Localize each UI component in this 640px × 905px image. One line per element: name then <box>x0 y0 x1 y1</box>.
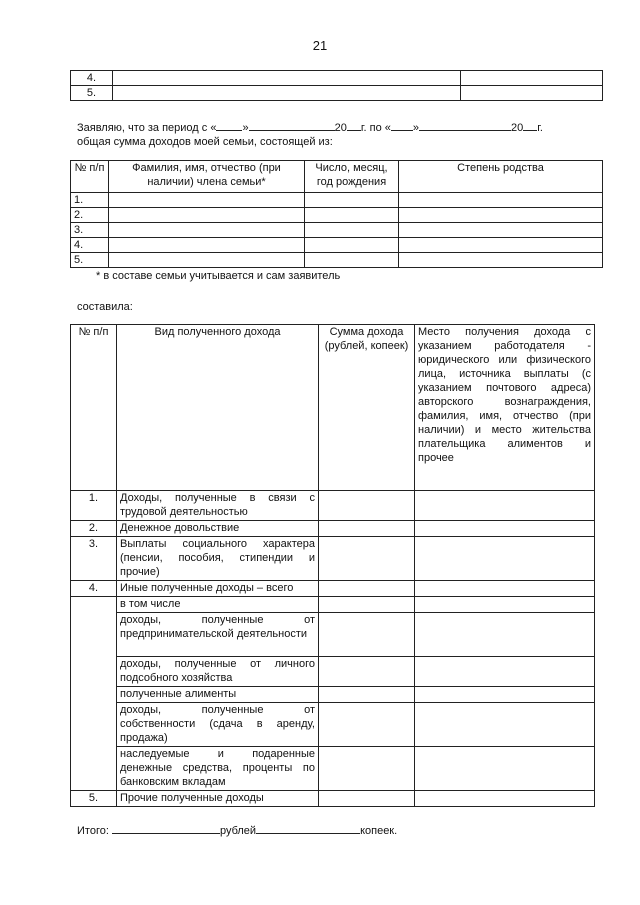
column-header: № п/п <box>71 325 117 491</box>
source-cell[interactable] <box>415 597 595 613</box>
declaration-text-part: г. <box>537 122 543 134</box>
income-subtype-label: полученные алименты <box>117 687 319 703</box>
table-cell[interactable] <box>305 208 399 223</box>
table-cell[interactable] <box>305 238 399 253</box>
table-cell[interactable] <box>399 238 603 253</box>
table-row <box>71 597 595 613</box>
row-number: 3. <box>71 223 109 238</box>
amount-cell[interactable] <box>319 521 415 537</box>
table-row <box>71 747 595 791</box>
column-header: Степень родства <box>399 161 603 193</box>
income-subtype-label: в том числе <box>117 597 319 613</box>
declaration-text-part: 20 <box>510 122 524 134</box>
column-header: Сумма дохода (рублей, копеек) <box>319 325 415 491</box>
total-rubles-field[interactable] <box>112 823 220 834</box>
footnote: * в составе семьи учитывается и сам заявитель <box>96 270 341 282</box>
page-number: 21 <box>312 38 328 53</box>
row-number: 5. <box>71 791 117 807</box>
source-cell[interactable] <box>415 613 595 657</box>
declaration-text-part: 20 <box>334 122 347 134</box>
row-number: 4. <box>71 581 117 597</box>
row-number: 5. <box>71 253 109 268</box>
declaration-text-part: » <box>242 122 249 134</box>
source-cell[interactable] <box>415 491 595 521</box>
source-cell[interactable] <box>415 791 595 807</box>
source-cell[interactable] <box>415 687 595 703</box>
row-number-empty <box>71 597 117 791</box>
column-header: Фамилия, имя, отчество (при наличии) члена семьи* <box>109 161 305 193</box>
table-row <box>71 238 603 253</box>
day-to-field[interactable] <box>391 120 413 131</box>
amount-cell[interactable] <box>319 657 415 687</box>
table-row <box>71 71 603 86</box>
source-cell[interactable] <box>415 581 595 597</box>
declaration-text <box>77 120 602 149</box>
table-cell[interactable] <box>305 253 399 268</box>
income-type-label: Доходы, полученные в связи с трудовой деятельностью <box>117 491 319 521</box>
table-row <box>71 521 595 537</box>
row-number: 5. <box>71 86 113 101</box>
table-header-row <box>71 325 595 491</box>
table-cell[interactable] <box>461 86 603 101</box>
row-number: 2. <box>71 208 109 223</box>
table-row <box>71 687 595 703</box>
table-cell[interactable] <box>305 223 399 238</box>
table-cell[interactable] <box>461 71 603 86</box>
table-row <box>71 223 603 238</box>
source-cell[interactable] <box>415 537 595 581</box>
day-from-field[interactable] <box>216 120 242 131</box>
table-row <box>71 791 595 807</box>
table-row <box>71 581 595 597</box>
table-row <box>71 613 595 657</box>
table-cell[interactable] <box>113 71 461 86</box>
row-number: 4. <box>71 71 113 86</box>
row-number: 4. <box>71 238 109 253</box>
income-type-label: Прочие полученные доходы <box>117 791 319 807</box>
table-cell[interactable] <box>399 193 603 208</box>
amount-cell[interactable] <box>319 613 415 657</box>
total-label: Итого: <box>77 825 109 837</box>
table-header-row <box>71 161 603 193</box>
table-cell[interactable] <box>113 86 461 101</box>
income-type-label: Выплаты социального характера (пенсии, пособия, стипендии и прочие) <box>117 537 319 581</box>
income-subtype-label: доходы, полученные от предпринимательской деятельности <box>117 613 319 657</box>
column-header: № п/п <box>71 161 109 193</box>
source-cell[interactable] <box>415 703 595 747</box>
row-number: 2. <box>71 521 117 537</box>
amount-cell[interactable] <box>319 703 415 747</box>
table-row <box>71 193 603 208</box>
composed-label: составила: <box>77 301 133 313</box>
amount-cell[interactable] <box>319 491 415 521</box>
row-number: 1. <box>71 491 117 521</box>
table-cell[interactable] <box>399 253 603 268</box>
month-to-field[interactable] <box>419 120 511 131</box>
income-subtype-label: наследуемые и подаренные денежные средства, проценты по банковским вкладам <box>117 747 319 791</box>
declaration-text-part: » <box>412 122 419 134</box>
total-kopecks-field[interactable] <box>256 823 360 834</box>
table-row <box>71 537 595 581</box>
amount-cell[interactable] <box>319 747 415 791</box>
row-number: 1. <box>71 193 109 208</box>
source-cell[interactable] <box>415 657 595 687</box>
table-cell[interactable] <box>109 223 305 238</box>
income-subtype-label: доходы, полученные от личного подсобного хозяйства <box>117 657 319 687</box>
table-row <box>71 703 595 747</box>
income-subtype-label: доходы, полученные от собственности (сдача в аренду, продажа) <box>117 703 319 747</box>
table-row <box>71 208 603 223</box>
amount-cell[interactable] <box>319 791 415 807</box>
source-cell[interactable] <box>415 747 595 791</box>
table-cell[interactable] <box>109 238 305 253</box>
table-row <box>71 491 595 521</box>
income-type-label: Денежное довольствие <box>117 521 319 537</box>
column-header: Место получения дохода с указанием работодателя - юридического или физического лица, источника выплаты (с указанием почтового адреса) авторского вознаграждения, фамилия, имя, отчество (при наличии) и место жительства плательщика алиментов и прочее <box>415 325 595 491</box>
amount-cell[interactable] <box>319 597 415 613</box>
source-cell[interactable] <box>415 521 595 537</box>
table-cell[interactable] <box>109 193 305 208</box>
amount-cell[interactable] <box>319 581 415 597</box>
column-header: Вид полученного дохода <box>117 325 319 491</box>
table-cell[interactable] <box>399 223 603 238</box>
declaration-line2: общая сумма доходов моей семьи, состоящей из: <box>77 136 333 148</box>
table-row <box>71 86 603 101</box>
declaration-text-part: Заявляю, что за период с « <box>77 122 217 134</box>
table-cell[interactable] <box>399 208 603 223</box>
column-header: Число, месяц, год рождения <box>305 161 399 193</box>
kopecks-label: копеек. <box>360 825 398 837</box>
month-from-field[interactable] <box>249 120 335 131</box>
declaration-text-part: г. по « <box>360 122 391 134</box>
income-type-label: Иные полученные доходы – всего <box>117 581 319 597</box>
amount-cell[interactable] <box>319 537 415 581</box>
row-number: 3. <box>71 537 117 581</box>
continuation-table <box>70 70 603 101</box>
income-table <box>70 324 595 807</box>
year-from-field[interactable] <box>347 120 361 131</box>
table-cell[interactable] <box>305 193 399 208</box>
family-members-table <box>70 160 603 268</box>
total-line <box>77 823 397 838</box>
table-cell[interactable] <box>109 208 305 223</box>
table-row <box>71 253 603 268</box>
year-to-field[interactable] <box>523 120 537 131</box>
table-cell[interactable] <box>109 253 305 268</box>
amount-cell[interactable] <box>319 687 415 703</box>
rubles-label: рублей <box>219 825 257 837</box>
table-row <box>71 657 595 687</box>
